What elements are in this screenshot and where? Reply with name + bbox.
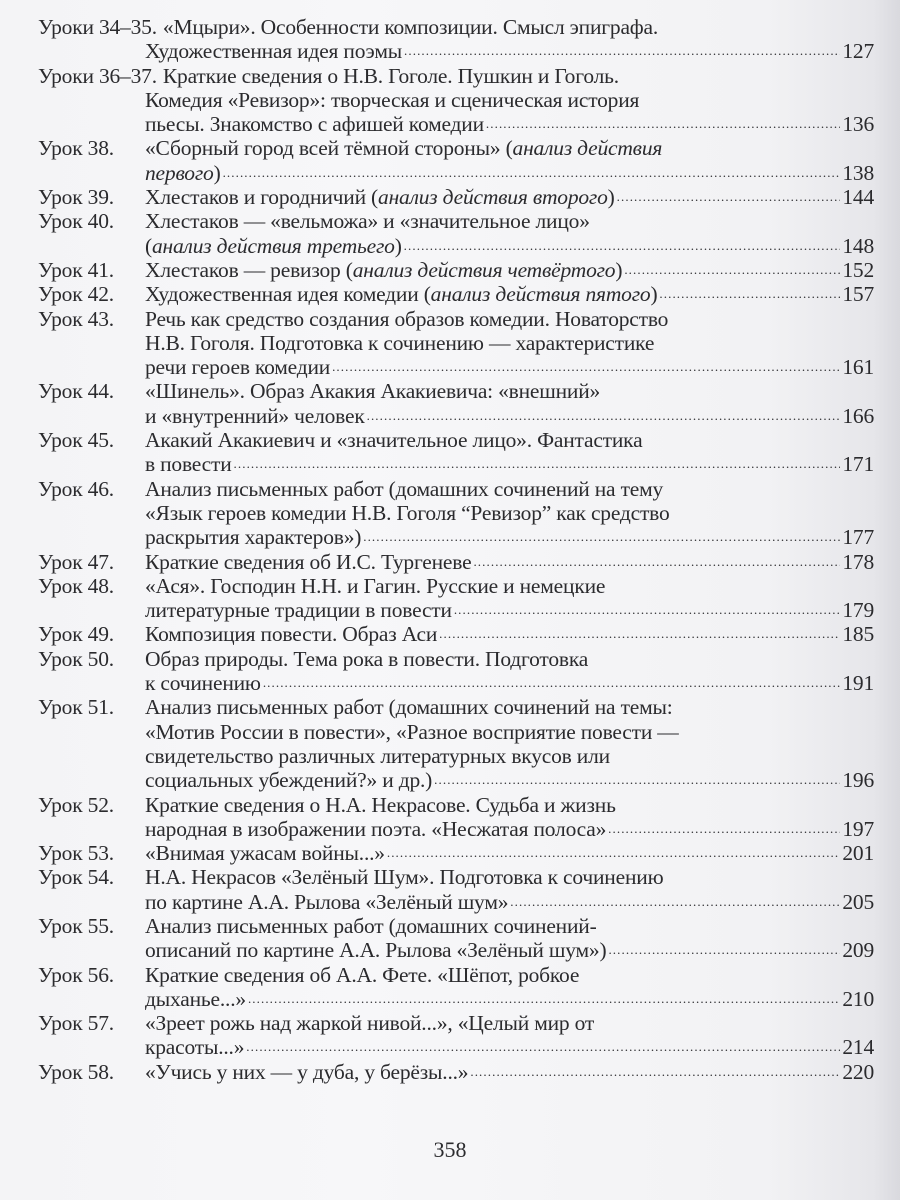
toc-entry bbox=[38, 865, 874, 914]
toc-entry bbox=[38, 1011, 874, 1060]
leader-dots bbox=[454, 598, 841, 622]
title-line bbox=[145, 525, 874, 549]
text: Образ природы. Тема рока в повести. Подготовка bbox=[145, 646, 589, 671]
lesson-label: Урок 56. bbox=[38, 962, 114, 987]
page-ref: 209 bbox=[842, 938, 874, 963]
lesson-title bbox=[145, 793, 874, 842]
toc-entry bbox=[38, 64, 874, 137]
text: по картине А.А. Рылова «Зелёный шум» bbox=[145, 889, 509, 914]
lesson-title bbox=[145, 1060, 874, 1084]
page-ref: 144 bbox=[842, 185, 874, 210]
text: красоты...» bbox=[145, 1035, 245, 1060]
text: Речь как средство создания образов комедии. Новаторство bbox=[145, 306, 669, 331]
lesson-label: Урок 41. bbox=[38, 257, 114, 282]
lesson-label: Урок 54. bbox=[38, 865, 114, 890]
page-ref: 157 bbox=[842, 282, 874, 307]
lesson-title bbox=[145, 574, 874, 623]
leader-dots bbox=[332, 355, 840, 379]
title-line bbox=[145, 452, 874, 476]
toc-entry bbox=[38, 914, 874, 963]
title-line bbox=[145, 1060, 874, 1084]
toc-entry bbox=[38, 258, 874, 282]
page-ref: 161 bbox=[842, 355, 874, 380]
title-line bbox=[145, 817, 874, 841]
italic-text: анализ действия третьего bbox=[151, 233, 395, 258]
title-line bbox=[145, 598, 874, 622]
toc-entry bbox=[38, 574, 874, 623]
lesson-title bbox=[145, 1011, 874, 1060]
italic-text: анализ действия пятого bbox=[430, 282, 651, 307]
title-line bbox=[145, 307, 874, 331]
italic-text: анализ действия bbox=[512, 136, 663, 161]
lesson-label: Уроки 36–37. bbox=[38, 63, 157, 88]
text: литературные традиции в повести bbox=[145, 598, 452, 623]
text: Хлестаков и городничий ( bbox=[145, 185, 379, 210]
title-line bbox=[145, 1035, 874, 1059]
lesson-title bbox=[145, 550, 874, 574]
title-line bbox=[145, 890, 874, 914]
text: Анализ письменных работ (домашних сочинений на темы: bbox=[145, 695, 673, 720]
title-line bbox=[145, 258, 874, 282]
page-ref: 136 bbox=[842, 112, 874, 137]
lesson-title bbox=[145, 963, 874, 1012]
page-ref: 185 bbox=[842, 622, 874, 647]
leader-dots bbox=[617, 185, 841, 209]
page-ref: 196 bbox=[842, 768, 874, 793]
text: ) bbox=[650, 282, 658, 307]
toc-entry bbox=[38, 963, 874, 1012]
lesson-title bbox=[145, 379, 874, 428]
leader-dots bbox=[363, 525, 840, 549]
lesson-title bbox=[145, 695, 874, 792]
text: Краткие сведения об А.А. Фете. «Шёпот, робкое bbox=[145, 962, 580, 987]
title-line bbox=[145, 865, 874, 889]
lesson-label: Урок 55. bbox=[38, 913, 114, 938]
lesson-title bbox=[145, 209, 874, 258]
lesson-label: Урок 44. bbox=[38, 379, 114, 404]
leader-dots bbox=[434, 768, 840, 792]
leader-dots bbox=[608, 938, 840, 962]
lesson-title bbox=[145, 136, 874, 185]
leader-dots bbox=[246, 1035, 840, 1059]
text: «Язык героев комедии Н.В. Гоголя “Ревизор” как средство bbox=[145, 500, 670, 525]
lesson-title bbox=[145, 282, 874, 306]
lesson-title bbox=[145, 914, 874, 963]
text: народная в изображении поэта. «Несжатая полоса» bbox=[145, 816, 607, 841]
title-line bbox=[145, 914, 874, 938]
page-ref: 201 bbox=[842, 841, 874, 866]
page-ref: 197 bbox=[842, 816, 874, 841]
lesson-label: Уроки 34–35. bbox=[38, 15, 157, 39]
toc-entry bbox=[38, 282, 874, 306]
toc-entry bbox=[38, 622, 874, 646]
lesson-title bbox=[145, 428, 874, 477]
text: Краткие сведения об И.С. Тургеневе bbox=[145, 549, 472, 574]
title-line bbox=[145, 234, 874, 258]
lesson-title bbox=[145, 647, 874, 696]
lesson-title bbox=[145, 622, 874, 646]
leader-dots bbox=[473, 550, 840, 574]
title-line bbox=[145, 695, 874, 719]
text: Художественная идея поэмы bbox=[145, 39, 403, 64]
text: социальных убеждений?» и др.) bbox=[145, 768, 433, 793]
toc-entry bbox=[38, 15, 874, 64]
lesson-title bbox=[38, 15, 874, 64]
lesson-label: Урок 39. bbox=[38, 185, 114, 210]
text: «Ася». Господин Н.Н. и Гагин. Русские и немецкие bbox=[145, 573, 606, 598]
leader-dots bbox=[470, 1060, 840, 1084]
text: Анализ письменных работ (домашних сочинений- bbox=[145, 913, 597, 938]
title-line bbox=[145, 331, 874, 355]
text: речи героев комедии bbox=[145, 355, 331, 380]
text: Краткие сведения о Н.А. Некрасове. Судьба и жизнь bbox=[145, 792, 616, 817]
text: ) bbox=[615, 257, 623, 282]
text: в повести bbox=[145, 452, 232, 477]
title-line bbox=[145, 112, 874, 136]
leader-dots bbox=[387, 841, 840, 865]
title-line bbox=[145, 987, 874, 1011]
title-line bbox=[145, 768, 874, 792]
lesson-title bbox=[145, 258, 874, 282]
toc-entry bbox=[38, 1060, 874, 1084]
leader-dots bbox=[486, 112, 840, 136]
page-ref: 220 bbox=[842, 1059, 874, 1084]
title-line bbox=[145, 428, 874, 452]
lesson-label: Урок 51. bbox=[38, 695, 114, 720]
text: пьесы. Знакомство с афишей комедии bbox=[145, 112, 484, 137]
page-ref: 178 bbox=[842, 549, 874, 574]
title-line bbox=[145, 161, 874, 185]
text: свидетельство различных литературных вкусов или bbox=[145, 743, 610, 768]
text: ) bbox=[607, 185, 615, 210]
lesson-title bbox=[145, 477, 874, 550]
toc-entry bbox=[38, 550, 874, 574]
toc-entry bbox=[38, 209, 874, 258]
lesson-title bbox=[145, 185, 874, 209]
toc-entry bbox=[38, 793, 874, 842]
text: Художественная идея комедии ( bbox=[145, 282, 431, 307]
title-line bbox=[145, 671, 874, 695]
page-ref: 148 bbox=[842, 233, 874, 258]
page-ref: 179 bbox=[842, 598, 874, 623]
lesson-label: Урок 46. bbox=[38, 476, 114, 501]
title-line bbox=[145, 209, 874, 233]
text: и «внутренний» человек bbox=[145, 403, 365, 428]
lesson-label: Урок 57. bbox=[38, 1011, 114, 1036]
toc-entry bbox=[38, 428, 874, 477]
lesson-label: Урок 58. bbox=[38, 1059, 114, 1084]
text: «Внимая ужасам войны...» bbox=[145, 841, 385, 866]
title-line bbox=[145, 282, 874, 306]
leader-dots bbox=[404, 234, 841, 258]
title-line bbox=[145, 963, 874, 987]
title-line bbox=[145, 355, 874, 379]
text: «Сборный город всей тёмной стороны» ( bbox=[145, 136, 513, 161]
title-line bbox=[145, 477, 874, 501]
text: описаний по картине А.А. Рылова «Зелёный шум») bbox=[145, 938, 607, 963]
text: дыханье...» bbox=[145, 986, 246, 1011]
leader-dots bbox=[510, 890, 840, 914]
lesson-label: Урок 38. bbox=[38, 136, 114, 161]
toc-entry bbox=[38, 841, 874, 865]
page-ref: 171 bbox=[842, 452, 874, 477]
lesson-title bbox=[145, 841, 874, 865]
leader-dots bbox=[608, 817, 840, 841]
page-ref: 214 bbox=[842, 1035, 874, 1060]
lesson-label: Урок 45. bbox=[38, 428, 114, 453]
page-ref: 210 bbox=[842, 986, 874, 1011]
title-line bbox=[145, 841, 874, 865]
title-line bbox=[145, 720, 874, 744]
lesson-label: Урок 40. bbox=[38, 209, 114, 234]
text: ) bbox=[394, 233, 402, 258]
toc-entry bbox=[38, 136, 874, 185]
toc-entry bbox=[38, 695, 874, 792]
text: Композиция повести. Образ Аси bbox=[145, 622, 438, 647]
leader-dots bbox=[659, 282, 840, 306]
lesson-label: Урок 49. bbox=[38, 622, 114, 647]
leader-dots bbox=[263, 671, 841, 695]
title-line bbox=[145, 1011, 874, 1035]
text: «Шинель». Образ Акакия Акакиевича: «внешний» bbox=[145, 379, 601, 404]
title-line bbox=[145, 379, 874, 403]
title-line bbox=[145, 647, 874, 671]
text: ) bbox=[213, 160, 221, 185]
text: Анализ письменных работ (домашних сочинений на тему bbox=[145, 476, 664, 501]
text: «Зреет рожь над жаркой нивой...», «Целый мир от bbox=[145, 1011, 595, 1036]
text: раскрытия характеров») bbox=[145, 525, 362, 550]
title-line bbox=[145, 622, 874, 646]
page-ref: 205 bbox=[842, 889, 874, 914]
text: Хлестаков — ревизор ( bbox=[145, 257, 353, 282]
title-line bbox=[145, 574, 874, 598]
title-line bbox=[145, 744, 874, 768]
lesson-label: Урок 48. bbox=[38, 573, 114, 598]
lesson-title bbox=[38, 64, 874, 137]
leader-dots bbox=[624, 258, 840, 282]
text: Н.В. Гоголя. Подготовка к сочинению — характеристике bbox=[145, 330, 655, 355]
page-ref: 177 bbox=[842, 525, 874, 550]
title-line bbox=[145, 938, 874, 962]
page-number: 358 bbox=[433, 1137, 467, 1162]
lesson-label: Урок 43. bbox=[38, 306, 114, 331]
text: Краткие сведения о Н.В. Гоголе. Пушкин и Гоголь. bbox=[162, 63, 619, 88]
lesson-label: Урок 50. bbox=[38, 646, 114, 671]
toc-entry bbox=[38, 647, 874, 696]
text: «Мцыри». Особенности композиции. Смысл эпиграфа. bbox=[162, 15, 659, 39]
title-line bbox=[145, 185, 874, 209]
lesson-label: Урок 52. bbox=[38, 792, 114, 817]
leader-dots bbox=[248, 987, 840, 1011]
italic-text: анализ действия четвёртого bbox=[352, 257, 616, 282]
title-line bbox=[145, 550, 874, 574]
italic-text: первого bbox=[145, 160, 214, 185]
lesson-label: Урок 42. bbox=[38, 282, 114, 307]
leader-dots bbox=[223, 161, 841, 185]
leader-dots bbox=[439, 622, 840, 646]
text: Н.А. Некрасов «Зелёный Шум». Подготовка к сочинению bbox=[145, 865, 664, 890]
toc-entry bbox=[38, 185, 874, 209]
title-line bbox=[145, 39, 874, 63]
toc-entry bbox=[38, 307, 874, 380]
text: к сочинению bbox=[145, 671, 261, 696]
text: Комедия «Ревизор»: творческая и сценическая история bbox=[145, 87, 640, 112]
text: Хлестаков — «вельможа» и «значительное лицо» bbox=[145, 209, 590, 234]
toc-entry bbox=[38, 379, 874, 428]
title-line bbox=[145, 136, 874, 160]
title-line bbox=[163, 15, 658, 39]
leader-dots bbox=[367, 404, 841, 428]
title-line bbox=[145, 404, 874, 428]
leader-dots bbox=[234, 452, 841, 476]
toc-entry bbox=[38, 477, 874, 550]
table-of-contents bbox=[38, 15, 874, 1084]
page-ref: 152 bbox=[842, 257, 874, 282]
title-line bbox=[145, 501, 874, 525]
text: «Учись у них — у дуба, у берёзы...» bbox=[145, 1059, 469, 1084]
lesson-label: Урок 53. bbox=[38, 841, 114, 866]
page-ref: 191 bbox=[842, 671, 874, 696]
title-line bbox=[145, 88, 874, 112]
leader-dots bbox=[404, 39, 840, 63]
lesson-title bbox=[145, 865, 874, 914]
text: ( bbox=[145, 233, 152, 258]
page-ref: 138 bbox=[842, 160, 874, 185]
lesson-label: Урок 47. bbox=[38, 549, 114, 574]
italic-text: анализ действия второго bbox=[378, 185, 608, 210]
page-ref: 127 bbox=[842, 39, 874, 64]
text: «Мотив России в повести», «Разное восприятие повести — bbox=[145, 719, 679, 744]
title-line bbox=[163, 64, 619, 88]
text: Акакий Акакиевич и «значительное лицо». Фантастика bbox=[145, 428, 643, 453]
title-line bbox=[145, 793, 874, 817]
lesson-title bbox=[145, 307, 874, 380]
page-ref: 166 bbox=[842, 403, 874, 428]
